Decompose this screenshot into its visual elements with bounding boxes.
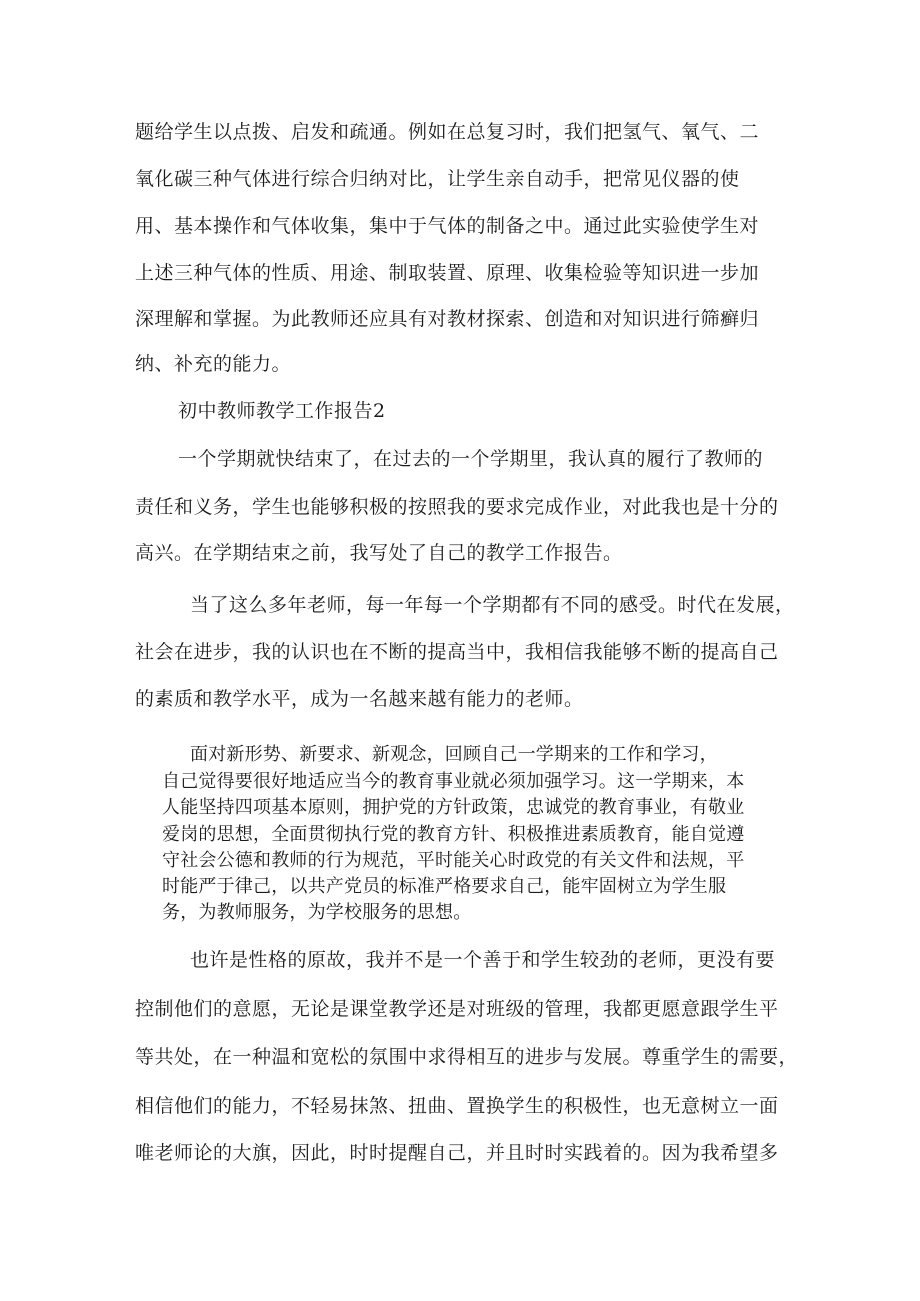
paragraph-5-line-2: 控制他们的意愿，无论是课堂教学还是对班级的管理，我都更愿意跟学生平 [135, 998, 779, 1020]
paragraph-5-line-1: 也许是性格的原故，我并不是一个善于和学生较劲的老师，更没有要 [190, 949, 776, 971]
paragraph-4-line-4: 爱岗的思想，全面贯彻执行党的教育方针、积极推进素质教育，能自觉遵 [162, 824, 745, 845]
paragraph-1-line-2: 氧化碳三种气体进行综合归纳对比，让学生亲自动手，把常见仪器的使 [135, 168, 740, 190]
paragraph-5-line-4: 相信他们的能力，不轻易抹煞、扭曲、置换学生的积极性，也无意树立一面 [135, 1095, 779, 1117]
paragraph-2-line-2: 责任和义务，学生也能够积极的按照我的要求完成作业，对此我也是十分的 [135, 496, 779, 518]
paragraph-4-line-2: 自己觉得要很好地适应当今的教育事业就必须加强学习。这一学期来，本 [162, 771, 745, 792]
paragraph-4-line-6: 时能严于律己，以共产党员的标准严格要求自己，能牢固树立为学生服 [162, 876, 727, 897]
paragraph-2-line-1: 一个学期就快结束了，在过去的一个学期里，我认真的履行了教师的 [178, 448, 764, 470]
paragraph-3-line-2: 社会在进步，我的认识也在不断的提高当中，我相信我能够不断的提高自己 [135, 641, 779, 663]
paragraph-1-line-5: 深理解和掌握。为此教师还应具有对教材探索、创造和对知识进行筛癣归 [135, 308, 760, 330]
paragraph-3-line-1: 当了这么多年老师，每一年每一个学期都有不同的感受。时代在发展， [190, 594, 795, 616]
paragraph-5-line-3: 等共处，在一种温和宽松的氛围中求得相互的进步与发展。尊重学生的需要， [135, 1046, 799, 1068]
paragraph-5-line-5: 唯老师论的大旗，因此，时时提醒自己，并且时时实践着的。因为我希望多 [135, 1142, 779, 1164]
paragraph-2-line-3: 高兴。在学期结束之前，我写处了自己的教学工作报告。 [135, 542, 623, 564]
paragraph-4-line-5: 守社会公德和教师的行为规范，平时能关心时政党的有关文件和法规，平 [162, 850, 745, 871]
paragraph-1-line-3: 用、基本操作和气体收集，集中于气体的制备之中。通过此实验使学生对 [135, 215, 760, 237]
paragraph-4-line-1: 面对新形势、新要求、新观念，回顾自己一学期来的工作和学习， [190, 744, 718, 765]
paragraph-4-line-7: 务，为教师服务，为学校服务的思想。 [162, 902, 472, 923]
paragraph-4-line-3: 人能坚持四项基本原则，拥护党的方针政策，忠诚党的教育事业，有敬业 [162, 797, 745, 818]
paragraph-3-line-3: 的素质和教学水平，成为一名越来越有能力的老师。 [135, 688, 584, 710]
section-heading: 初中教师教学工作报告2 [178, 400, 386, 422]
paragraph-1-line-6: 纳、补充的能力。 [135, 353, 292, 375]
paragraph-1-line-4: 上述三种气体的性质、用途、制取装置、原理、收集检验等知识进一步加 [135, 262, 760, 284]
paragraph-1-line-1: 题给学生以点拨、启发和疏通。例如在总复习时，我们把氢气、氧气、二 [135, 121, 760, 143]
